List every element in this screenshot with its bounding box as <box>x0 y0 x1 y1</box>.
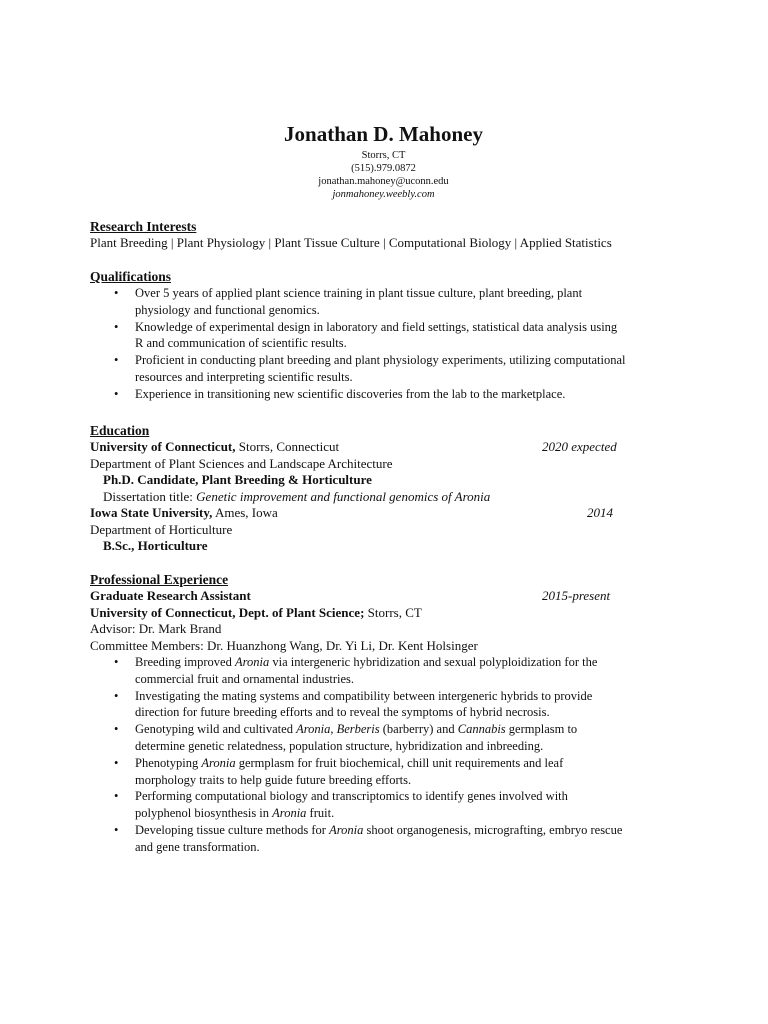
resume-header <box>90 119 677 201</box>
phone: (515).979.0872 <box>351 163 416 174</box>
bullet-icon: • <box>114 722 119 737</box>
organization: University of Connecticut, Dept. of Plant Science; Storrs, CT <box>90 604 422 620</box>
committee-members: Committee Members: Dr. Huanzhong Wang, Dr. Yi Li, Dr. Kent Holsinger <box>90 637 478 653</box>
list-item: • Proficient in conducting plant breeding and plant physiology experiments, utilizing computational resources and interpreting scientific results. <box>114 353 626 384</box>
education-section <box>90 422 690 555</box>
dissertation-title: Genetic improvement and functional genomics of Aronia <box>196 488 491 504</box>
list-item: • Knowledge of experimental design in laboratory and field settings, statistical data analysis using R and communication of scientific results. <box>114 319 618 351</box>
bullet-icon: • <box>114 353 119 368</box>
bullet-icon: • <box>114 286 119 300</box>
education-date: 2014 <box>587 505 613 520</box>
education-date: 2020 expected <box>542 439 617 454</box>
list-item: • Developing tissue culture methods for Aronia shoot organogenesis, micrografting, embryo rescue and gene transformation. <box>114 822 623 854</box>
list-item: • Performing computational biology and transcriptomics to identify genes involved with polyphenol biosynthesis in Aronia fruit. <box>114 789 568 821</box>
job-title-row <box>90 588 690 605</box>
bullet-icon: • <box>114 822 119 837</box>
department: Department of Horticulture <box>90 521 233 537</box>
section-title-experience: Professional Experience <box>90 572 229 587</box>
research-interests-section <box>90 218 690 252</box>
list-item: • Experience in transitioning new scientific discoveries from the lab to the marketplace. <box>114 386 566 401</box>
degree: B.Sc., Horticulture <box>103 538 208 553</box>
section-title-qualifications: Qualifications <box>90 269 172 284</box>
bullet-icon: • <box>114 386 119 401</box>
email: jonathan.mahoney@uconn.edu <box>318 176 449 187</box>
research-interests-text: Plant Breeding | Plant Physiology | Plant Tissue Culture | Computational Biology | Applied Statistics <box>90 235 612 250</box>
dissertation: Dissertation title: Genetic improvement and functional genomics of Aronia <box>103 488 491 504</box>
list-item: • Over 5 years of applied plant science training in plant tissue culture, plant breeding, plant physiology and functional genomics. <box>114 286 583 317</box>
education-entry-iowa <box>90 505 690 522</box>
school-name: Iowa State University, <box>90 505 213 520</box>
bullet-icon: • <box>114 319 119 334</box>
section-title-education: Education <box>90 423 150 438</box>
job-date: 2015-present <box>542 588 611 603</box>
department: Department of Plant Sciences and Landscape Architecture <box>90 455 393 471</box>
section-title-research: Research Interests <box>90 219 197 234</box>
bullet-icon: • <box>114 789 119 804</box>
degree: Ph.D. Candidate, Plant Breeding & Horticulture <box>103 472 372 487</box>
experience-section <box>90 571 690 856</box>
qualifications-section <box>90 268 690 403</box>
school-location: Ames, Iowa <box>212 505 278 520</box>
bullet-icon: • <box>114 688 119 703</box>
bullet-icon: • <box>114 755 119 770</box>
school-name: University of Connecticut, <box>90 439 236 454</box>
experience-list <box>90 654 690 856</box>
qualifications-list <box>90 285 690 403</box>
school-location: Storrs, Connecticut <box>235 439 340 454</box>
list-item: • Investigating the mating systems and compatibility between intergeneric hybrids to provide direction for future breeding efforts and to reveal the symptoms of hybrid necrosis. <box>114 688 593 720</box>
website: jonmahoney.weebly.com <box>332 189 435 200</box>
list-item: • Breeding improved Aronia via intergeneric hybridization and sexual polyploidization for the commercial fruit and ornamental industries. <box>114 655 598 686</box>
location: Storrs, CT <box>361 150 406 161</box>
job-title: Graduate Research Assistant <box>90 588 251 603</box>
advisor: Advisor: Dr. Mark Brand <box>90 621 222 636</box>
list-item: • Phenotyping Aronia germplasm for fruit biochemical, chill unit requirements and leaf morphology traits to help guide future breeding efforts. <box>114 755 564 787</box>
bullet-icon: • <box>114 655 119 669</box>
person-name: Jonathan D. Mahoney <box>284 122 483 146</box>
list-item: • Genotyping wild and cultivated Aronia, Berberis (barberry) and Cannabis germplasm to determine genetic relatedness, population structure, hybridization and inbreeding. <box>114 722 578 753</box>
education-entry-uconn <box>90 439 690 456</box>
